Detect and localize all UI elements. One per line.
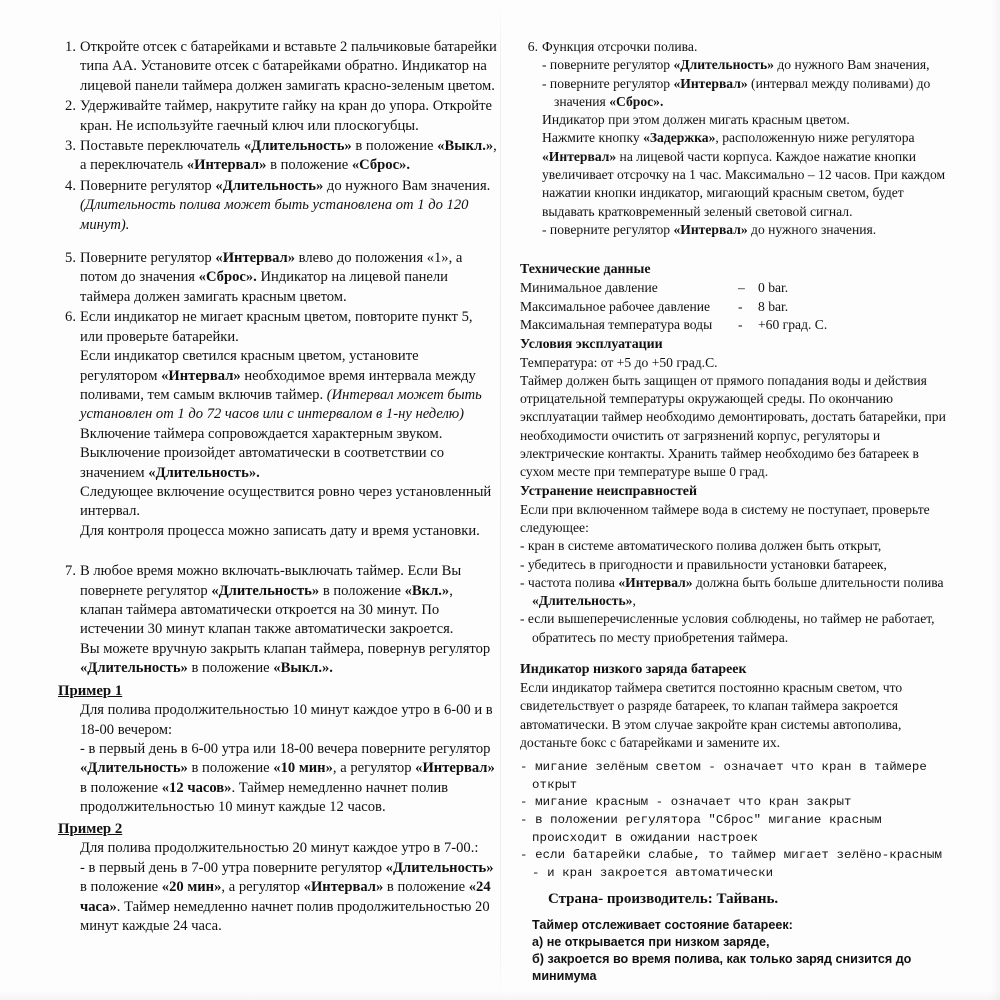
- item-7-line2: [80, 640, 498, 679]
- tech-row: [520, 279, 952, 297]
- item-number: 3.: [65, 138, 76, 155]
- indicator-legend-block: [520, 759, 952, 882]
- control-label-interval: «Интервал»: [161, 367, 241, 384]
- text-segment: Включение таймера сопровождается характерным звуком. Выключение произойдет автоматически в соответствии со значением: [80, 425, 445, 481]
- tech-value: 0 bar.: [758, 280, 789, 296]
- control-label-duration: «Длительность»: [243, 138, 352, 155]
- item-text-mid2: , а переключатель: [80, 138, 497, 174]
- text-segment: в положение: [80, 879, 162, 896]
- battery-monitor-block: [520, 917, 952, 986]
- list-item-5: [58, 249, 498, 307]
- example-2-line2: [58, 859, 498, 937]
- country-of-manufacture: Страна- производитель: Тайвань.: [548, 891, 779, 908]
- item-text-pre: Поверните регулятор: [80, 177, 216, 194]
- item-6-line4: Следующее включение осуществится ровно через установленный интервал.: [80, 483, 492, 520]
- left-numbered-list-continued-2: [58, 562, 498, 678]
- item-number: 4.: [65, 177, 76, 194]
- text-segment: на лицевой части корпуса. Каждое нажатие кнопки увеличивает отсрочку на 1 час. Максимально – 12 часов. При каждом нажатии кнопки индикатор, мигающий красным светом, будет выдавать кратковременный зеленый световой сигнал.: [542, 148, 946, 219]
- value-24-hours: «24 часа»: [80, 879, 491, 915]
- item-number: 6.: [527, 39, 538, 54]
- control-label-interval: «Интервал»: [673, 221, 748, 237]
- operating-conditions-heading: Условия эксплуатации: [520, 336, 663, 352]
- item-text-pre: Поверните регулятор: [80, 250, 216, 267]
- low-battery-section: [520, 660, 952, 752]
- text-segment: до нужного значения.: [747, 221, 877, 237]
- item-text-post: до нужного Вам значения.: [323, 177, 491, 194]
- operating-conditions-body: Таймер должен быть защищен от прямого попадания воды и действия отрицательной температуры окружающей среды. По окончанию эксплуатации таймер необходимо демонтировать, достать батарейки, при необходимости очистить от загрязнений корпус, регуляторы и электрические контакты. Хранить таймер необходимо без батареек в сухом месте при температуре выше 0 град.: [520, 372, 946, 480]
- button-label-delay: «Задержка»: [643, 130, 716, 146]
- text-segment: до нужного Вам значения,: [773, 57, 930, 73]
- tech-label: Максимальная температура воды: [520, 317, 713, 333]
- control-label-interval: «Интервал»: [673, 75, 748, 91]
- text-segment: - поверните регулятор: [542, 75, 674, 91]
- battery-monitor-item-b: б) закроется во время полива, как только заряд снизится до минимума: [532, 951, 912, 983]
- text-segment: (интервал между поливами) до значения: [554, 75, 931, 109]
- control-label-duration: «Длительность»: [673, 57, 774, 73]
- item-4-note: [80, 196, 498, 235]
- italic-note: (Длительность полива может быть установлена от 1 до 120 минут).: [80, 197, 469, 233]
- value-10-min: «10 мин»: [273, 760, 333, 777]
- delay-indicator-line: Индикатор при этом должен мигать красным цветом.: [542, 112, 850, 128]
- text-segment: в положение: [187, 760, 274, 777]
- tech-row: [520, 298, 952, 316]
- spacer: [520, 647, 952, 660]
- list-item-2: [58, 97, 498, 136]
- spacer: [58, 542, 498, 562]
- example-2-block: [58, 818, 498, 937]
- position-label-on: «Вкл.»: [404, 582, 450, 599]
- italic-note: (Интервал может быть установлен от 1 до 72 часов или с интервалом в 1-ну неделю): [80, 386, 482, 423]
- left-numbered-list-continued: [58, 249, 498, 541]
- tech-value: +60 град. С.: [758, 317, 828, 333]
- example-1-block: [58, 680, 498, 818]
- item-6-line5: Для контроля процесса можно записать дату и время установки.: [80, 522, 480, 539]
- item-6-line2: [80, 347, 498, 425]
- control-label-interval: «Интервал»: [618, 574, 693, 590]
- text-segment: , а регулятор: [332, 760, 416, 777]
- control-label-duration: «Длительность»: [385, 859, 494, 876]
- tech-dash: -: [738, 298, 743, 314]
- delay-function-title: Функция отсрочки полива.: [542, 39, 698, 54]
- text-segment: В любое время можно включать-выключать таймер. Если Вы повернете регулятор: [80, 563, 462, 599]
- control-label-duration: «Длительность»: [215, 177, 324, 194]
- text-segment: , клапан таймера автоматически откроется на 30 минут. По истечении 30 минут клапан также автоматически закроется.: [80, 582, 454, 638]
- operating-conditions-section: [520, 335, 952, 482]
- text-segment: в положение: [383, 879, 469, 896]
- tech-dash: –: [738, 280, 745, 296]
- list-item-3: [58, 137, 498, 176]
- example-2-heading: Пример 2: [58, 820, 123, 837]
- technical-data-heading: Технические данные: [520, 262, 651, 278]
- position-label-off: «Выкл.».: [273, 660, 333, 677]
- text-segment: Если индикатор светился красным цветом, установите регулятором: [80, 348, 419, 384]
- control-label-duration: «Длительность»: [211, 582, 320, 599]
- troubleshooting-section: [520, 482, 952, 647]
- battery-monitor-item-a: а) не открывается при низком заряде,: [532, 934, 770, 949]
- troubleshooting-intro: Если при включенном таймере вода в систему не поступает, проверьте следующее:: [520, 501, 930, 535]
- list-item-6: [58, 308, 498, 541]
- legend-line-red-blink: - мигание красным - означает что кран закрыт: [520, 795, 852, 810]
- legend-line-reset-position: - в положении регулятора "Сброс" мигание красным происходит в ожидании настроек: [520, 812, 882, 845]
- tech-value: 8 bar.: [758, 298, 789, 314]
- spacer: [520, 882, 952, 889]
- item-text-mid: влево до положения «1», а потом до значения: [80, 250, 463, 286]
- tech-row: [520, 316, 952, 334]
- text-segment: . Таймер немедленно начнет полив продолжительностью 20 минут каждые 24 часа.: [80, 898, 490, 934]
- right-numbered-list: [520, 38, 952, 239]
- battery-monitor-intro: Таймер отслеживает состояние батареек:: [532, 917, 793, 932]
- list-item-4: [58, 177, 498, 235]
- tech-label: Минимальное давление: [520, 280, 658, 296]
- spacer: [520, 910, 952, 917]
- text-segment: должна быть больше длительности полива: [692, 574, 944, 590]
- delay-button-line: [542, 129, 952, 220]
- example-1-line2: [58, 740, 498, 818]
- text-segment: - поверните регулятор: [542, 221, 674, 237]
- delay-sub-1: [542, 56, 952, 74]
- item-number: 1.: [65, 39, 76, 55]
- control-label-interval: «Интервал»: [303, 879, 384, 896]
- item-number: 2.: [65, 98, 76, 115]
- position-label-off: «Выкл.»: [437, 138, 494, 155]
- text-segment: в положение: [187, 660, 274, 677]
- text-segment: - в первый день в 7-00 утра поверните регулятор: [80, 859, 386, 876]
- control-label-interval: «Интервал»: [215, 250, 296, 267]
- control-label-duration: «Длительность»: [80, 660, 188, 677]
- item-text-mid3: в положение: [266, 157, 352, 174]
- item-number: 7.: [65, 563, 76, 580]
- low-battery-heading: Индикатор низкого заряда батареек: [520, 661, 747, 677]
- text-segment: ,: [632, 593, 636, 609]
- position-label-reset: «Сброс».: [198, 269, 257, 286]
- control-label-duration: «Длительность»: [532, 593, 633, 609]
- delay-sub-2: [542, 75, 952, 112]
- control-label-interval: «Интервал»: [186, 157, 267, 174]
- text-segment: - поверните регулятор: [542, 57, 674, 73]
- troubleshooting-bullet-3: [520, 574, 952, 611]
- text-segment: в положение: [80, 779, 162, 796]
- list-item-7: [58, 562, 498, 678]
- item-text: Удерживайте таймер, накрутите гайку на кран до упора. Откройте кран. Не используйте гаечный ключ или плоскогубцы.: [80, 98, 492, 134]
- item-6-line3: [80, 425, 498, 483]
- item-text-post: Индикатор на лицевой панели таймера должен замигать красным цветом.: [80, 269, 448, 305]
- legend-line-green-blink: - мигание зелёным светом - означает что кран в таймере открыт: [520, 760, 927, 792]
- text-segment: Нажмите кнопку: [542, 130, 644, 146]
- spacer: [58, 236, 498, 249]
- spacer: [520, 752, 952, 759]
- list-item-6-delay: [520, 38, 952, 239]
- value-20-min: «20 мин»: [161, 879, 222, 896]
- control-label-duration: «Длительность»: [80, 760, 188, 777]
- item-text-mid: в положение: [351, 138, 438, 155]
- value-12-hours: «12 часов»: [161, 779, 232, 796]
- example-1-line1: Для полива продолжительностью 10 минут каждое утро в 6-00 и в 18-00 вечером:: [80, 702, 493, 738]
- text-segment: в положение: [319, 582, 405, 599]
- troubleshooting-heading: Устранение неисправностей: [520, 483, 697, 499]
- control-label-interval: «Интервал»: [415, 760, 495, 777]
- tech-dash: -: [738, 317, 743, 333]
- text-segment: - частота полива: [520, 574, 619, 590]
- technical-data-section: [520, 260, 952, 335]
- position-label-reset: «Сброс».: [609, 93, 664, 109]
- right-column: [520, 38, 952, 985]
- item-text-pre: Поставьте переключатель: [80, 138, 244, 155]
- left-numbered-list: [58, 38, 498, 235]
- tech-label: Максимальное рабочее давление: [520, 298, 711, 314]
- delay-sub-3: [542, 221, 952, 239]
- item-text: Откройте отсек с батарейками и вставьте 2 пальчиковые батарейки типа АА. Установите отсек с батарейками обратно. Индикатор на лицевой панели таймера должен замигать красно-зеленым цветом.: [80, 39, 497, 94]
- position-label-reset: «Сброс».: [351, 157, 411, 174]
- low-battery-body: Если индикатор таймера светится постоянно красным светом, что свидетельствует о разряде батареек, то клапан таймера закроется автоматически. В этом случае закройте кран системы автополива, достаньте бокс с батарейками и замените их.: [520, 679, 903, 750]
- item-number: 6.: [65, 309, 76, 326]
- list-item-1: [58, 38, 498, 96]
- example-2-line1: Для полива продолжительностью 20 минут каждое утро в 7-00.:: [80, 840, 479, 857]
- operating-temperature: Температура: от +5 до +50 град.С.: [520, 354, 718, 370]
- text-segment: Вы можете вручную закрыть клапан таймера, повернув регулятор: [80, 640, 491, 657]
- troubleshooting-bullet-4: - если вышеперечисленные условия соблюдены, но таймер не работает, обратитесь по месту приобретения таймера.: [520, 611, 935, 645]
- text-segment: . Таймер немедленно начнет полив продолжительностью 10 минут каждые 12 часов.: [80, 779, 449, 816]
- troubleshooting-bullet-2: - убедитесь в пригодности и правильности установки батареек,: [520, 556, 887, 572]
- text-segment: , расположенную ниже регулятора: [715, 130, 915, 146]
- left-column: [58, 38, 498, 936]
- control-label-duration: «Длительность».: [148, 464, 260, 481]
- text-segment: - в первый день в 6-00 утра или 18-00 вечера поверните регулятор: [80, 741, 491, 758]
- spacer: [520, 240, 952, 260]
- control-label-interval: «Интервал»: [542, 148, 617, 164]
- legend-line-weak-battery: - если батарейки слабые, то таймер мигает зелёно-красным - и кран закроется автоматически: [520, 848, 942, 880]
- text-segment: , а регулятор: [221, 879, 304, 896]
- text-segment: необходимое время интервала между поливами, тем самым включив таймер.: [80, 367, 476, 403]
- item-number: 5.: [65, 250, 76, 267]
- item-6-line1: Если индикатор не мигает красным цветом, повторите пункт 5, или проверьте батарейки.: [80, 309, 473, 345]
- example-1-heading: Пример 1: [58, 682, 123, 699]
- troubleshooting-bullet-1: - кран в системе автоматического полива должен быть открыт,: [520, 538, 882, 554]
